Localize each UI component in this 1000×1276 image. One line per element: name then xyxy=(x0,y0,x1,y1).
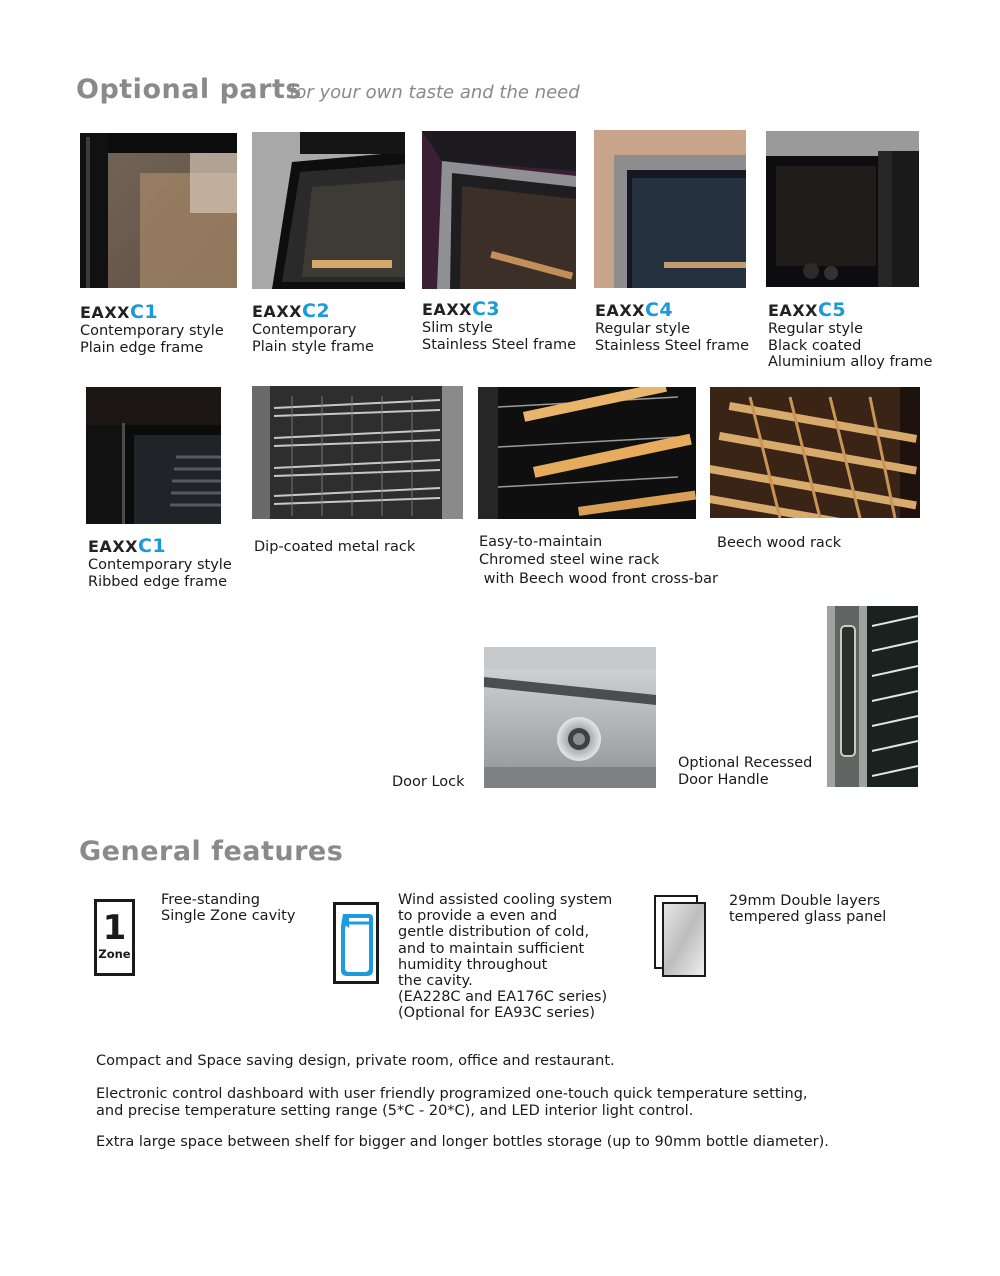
frame-c4-caption xyxy=(595,299,749,354)
chromed-rack-photo xyxy=(478,387,696,519)
frame-c5-photo xyxy=(766,131,919,287)
frame-desc-line: Regular style xyxy=(595,321,690,337)
frame-desc-line: Ribbed edge frame xyxy=(88,573,228,590)
frame-code: EAXXC5 xyxy=(768,299,847,321)
frame-desc-line: Stainless Steel frame xyxy=(422,336,577,353)
zone-icon-label: Zone xyxy=(98,947,131,961)
frame-desc-line: Stainless Steel frame xyxy=(595,337,750,354)
door-lock-photo xyxy=(484,647,656,788)
frame-desc-line: Plain edge frame xyxy=(80,339,204,356)
frame-code: EAXXC3 xyxy=(422,298,501,320)
feature-line: (Optional for EA93C series) xyxy=(398,1005,595,1022)
frame-c5-caption xyxy=(768,299,932,371)
frame-desc-line: Aluminium alloy frame xyxy=(768,354,933,370)
optional-parts-title: Optional parts xyxy=(76,74,302,105)
feature-line: 29mm Double layers xyxy=(729,893,881,909)
door-handle-photo xyxy=(827,606,918,787)
frame-c3-photo xyxy=(422,131,576,289)
handle-desc-line: Optional Recessed xyxy=(678,755,813,771)
frame-desc-line: Contemporary style xyxy=(88,557,232,573)
feature-line: Free-standing xyxy=(161,892,260,908)
feature-paragraph-control xyxy=(96,1086,808,1119)
paragraph-line: Electronic control dashboard with user friendly programized one-touch quick temperature setting, xyxy=(96,1086,808,1102)
beech-rack-label: Beech wood rack xyxy=(717,535,842,551)
feature-line: the cavity. xyxy=(398,973,473,990)
frame-code: EAXXC2 xyxy=(252,300,331,322)
feature-line: (EA228C and EA176C series) xyxy=(398,989,608,1006)
cooling-system-icon xyxy=(333,902,379,984)
feature-line: and to maintain sufficient xyxy=(398,940,585,957)
frame-code: EAXXC4 xyxy=(595,299,674,321)
frame-c4-photo xyxy=(594,130,746,288)
frame-c1-ribbed-caption xyxy=(88,535,232,590)
dip-coated-rack-label: Dip-coated metal rack xyxy=(254,539,416,555)
handle-desc-line: Door Handle xyxy=(678,771,769,788)
frame-c1-photo xyxy=(80,133,237,288)
general-features-title: General features xyxy=(79,836,344,867)
feature-line: humidity throughout xyxy=(398,956,548,973)
frame-code: EAXXC1 xyxy=(80,301,159,323)
feature-line: tempered glass panel xyxy=(729,909,887,926)
feature-paragraph-compact: Compact and Space saving design, private room, office and restaurant. xyxy=(96,1053,615,1069)
frame-desc-line: Plain style frame xyxy=(252,338,374,355)
rack-desc-line: with Beech wood front cross-bar xyxy=(479,571,718,587)
frame-desc-line: Regular style xyxy=(768,321,863,337)
zone-feature-text xyxy=(161,892,295,924)
frame-c2-caption xyxy=(252,300,374,355)
frame-desc-line: Slim style xyxy=(422,320,493,336)
frame-desc-line: Black coated xyxy=(768,337,862,354)
glass-feature-text xyxy=(729,893,886,925)
optional-parts-subtitle: for your own taste and the need xyxy=(289,82,580,103)
cooling-feature-text xyxy=(398,892,612,1022)
dip-coated-rack-photo xyxy=(252,386,463,519)
frame-c2-photo xyxy=(252,132,405,289)
rack-desc-line: Easy-to-maintain xyxy=(479,534,603,550)
feature-line: to provide a even and xyxy=(398,908,558,925)
paragraph-line: and precise temperature setting range (5*C - 20*C), and LED interior light control. xyxy=(96,1102,694,1119)
door-lock-label: Door Lock xyxy=(392,774,465,790)
frame-c3-caption xyxy=(422,298,576,353)
frame-desc-line: Contemporary style xyxy=(80,323,224,339)
chromed-rack-caption xyxy=(479,534,718,588)
beech-rack-photo xyxy=(710,387,920,518)
frame-c1-ribbed-photo xyxy=(86,387,221,524)
rack-desc-line: Chromed steel wine rack xyxy=(479,551,660,568)
feature-line: Single Zone cavity xyxy=(161,908,296,925)
feature-line: gentle distribution of cold, xyxy=(398,924,590,941)
door-handle-caption xyxy=(678,755,812,788)
frame-code: EAXXC1 xyxy=(88,535,167,557)
feature-line: Wind assisted cooling system xyxy=(398,892,613,908)
double-glass-icon xyxy=(654,895,707,978)
zone-icon xyxy=(94,899,135,976)
feature-paragraph-space: Extra large space between shelf for bigger and longer bottles storage (up to 90mm bottle diameter). xyxy=(96,1134,829,1150)
zone-icon-number: 1 xyxy=(102,908,127,948)
frame-desc-line: Contemporary xyxy=(252,322,357,338)
frame-c1-caption xyxy=(80,301,224,356)
